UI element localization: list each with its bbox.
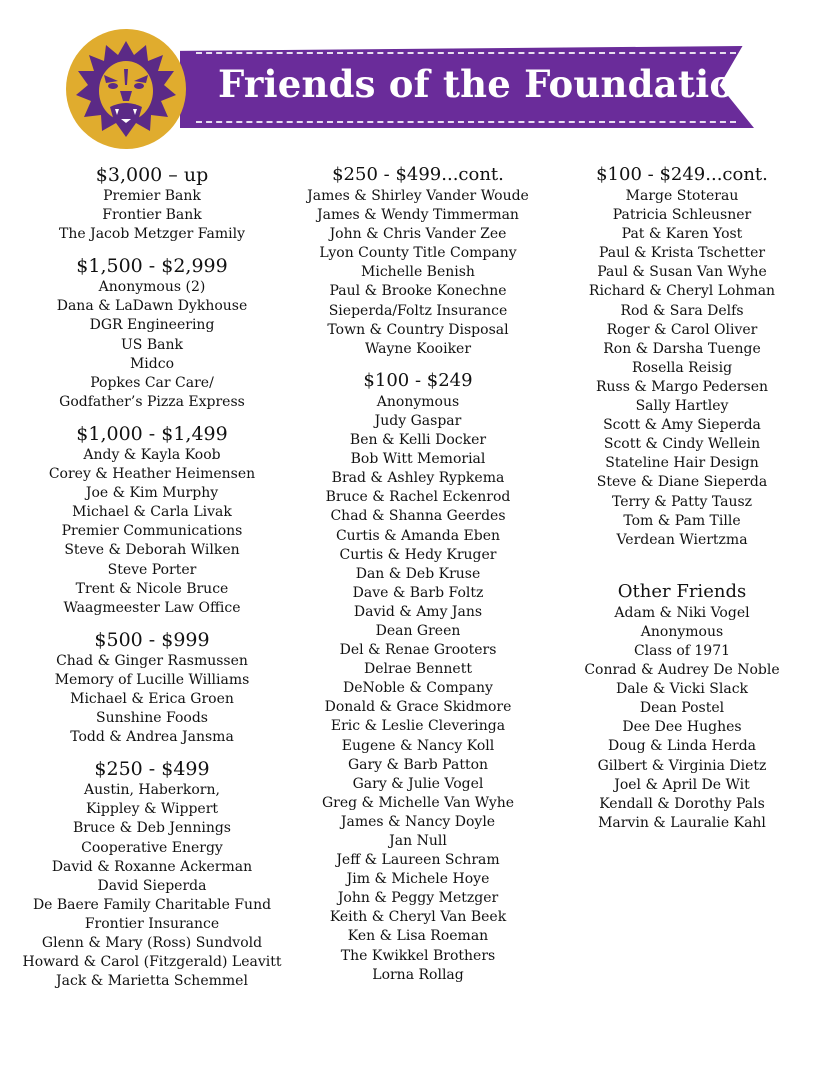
donor-name: Paul & Krista Tschetter (598, 245, 766, 262)
donor-name: Doug & Linda Herda (607, 738, 757, 755)
donor-name: Dean Postel (639, 700, 725, 717)
donor-name: Howard & Carol (Fitzgerald) Leavitt (22, 954, 282, 971)
donor-name: Andy & Kayla Koob (83, 446, 221, 463)
donor-name: Michael & Erica Groen (70, 690, 234, 707)
donor-name: Bruce & Rachel Eckenrod (325, 489, 511, 506)
donor-name: Lyon County Title Company (319, 245, 517, 262)
tier-heading: $1,500 - $2,999 (76, 255, 228, 278)
donor-name: Memory of Lucille Williams (54, 671, 250, 688)
donor-name: Michelle Benish (361, 264, 475, 281)
donor-name: Scott & Cindy Wellein (603, 436, 761, 453)
donor-name: Curtis & Amanda Eben (335, 527, 501, 544)
tier-heading: Other Friends (617, 580, 747, 602)
donor-name: Dan & Deb Kruse (355, 565, 481, 582)
donor-name: Chad & Shanna Geerdes (330, 508, 506, 525)
tier-heading: $3,000 – up (95, 164, 209, 186)
donor-name: Ron & Darsha Tuenge (603, 340, 761, 357)
donor-name: John & Peggy Metzger (337, 890, 499, 907)
donor-name: Austin, Haberkorn, (84, 782, 220, 799)
tier-heading: $250 - $499...cont. (332, 164, 504, 185)
donor-name: Popkes Car Care/ (90, 374, 214, 391)
donor-name: Rod & Sara Delfs (620, 302, 744, 319)
donor-name: Sunshine Foods (95, 710, 208, 727)
donor-name: Paul & Brooke Konechne (329, 283, 507, 300)
donor-name: James & Wendy Timmerman (317, 207, 519, 224)
donor-name: Anonymous (640, 623, 724, 640)
donor-name: John & Chris Vander Zee (329, 226, 507, 243)
donor-name: David & Amy Jans (353, 603, 483, 620)
donor-name: Steve & Deborah Wilken (64, 542, 240, 559)
donor-name: David Sieperda (97, 877, 207, 894)
donor-name: Dee Dee Hughes (622, 719, 742, 736)
donor-name: The Jacob Metzger Family (59, 226, 245, 243)
donor-name: De Baere Family Charitable Fund (32, 896, 272, 913)
donor-name: Kendall & Dorothy Pals (599, 795, 765, 812)
tier-heading: $100 - $249 (363, 369, 473, 391)
donor-column-3 (553, 163, 811, 843)
donor-name: Tom & Pam Tille (623, 512, 741, 529)
donor-name: Dean Green (375, 622, 461, 639)
donor-name: Wayne Kooiker (364, 340, 472, 357)
lion-mascot-icon (66, 29, 186, 149)
donor-name: Waagmeester Law Office (63, 599, 241, 616)
donor-name: Sieperda/Foltz Insurance (328, 302, 508, 319)
donor-name: Pat & Karen Yost (621, 226, 743, 243)
donor-name: Curtis & Hedy Kruger (339, 546, 497, 563)
donor-column-2 (288, 163, 548, 995)
donor-name: DeNoble & Company (343, 680, 493, 697)
donor-name: Stateline Hair Design (605, 455, 759, 472)
tier-heading: $250 - $499 (94, 758, 210, 781)
donor-name: Trent & Nicole Bruce (75, 580, 229, 597)
donor-name: Steve Porter (107, 561, 197, 578)
tier-1500-2999 (22, 254, 282, 412)
donor-name: Patricia Schleusner (612, 207, 752, 224)
tier-100-249-cont (553, 163, 811, 550)
donor-name: Joel & April De Wit (614, 776, 750, 793)
donor-name: Anonymous (376, 393, 460, 410)
donor-name: Eric & Leslie Cleveringa (330, 718, 506, 735)
donor-name: Frontier Insurance (84, 915, 220, 932)
donor-name: Donald & Grace Skidmore (324, 699, 512, 716)
donor-name: Conrad & Audrey De Noble (584, 662, 780, 679)
donor-name: Bruce & Deb Jennings (73, 820, 231, 837)
donor-name: Verdean Wiertzma (616, 531, 748, 548)
donor-name: Scott & Amy Sieperda (603, 417, 761, 434)
donor-name: Town & Country Disposal (327, 321, 509, 338)
donor-name: Adam & Niki Vogel (614, 604, 750, 621)
donor-name: Ben & Kelli Docker (349, 432, 487, 449)
donor-name: Joe & Kim Murphy (85, 485, 219, 502)
donor-name: James & Nancy Doyle (340, 813, 496, 830)
donor-name: Gary & Julie Vogel (352, 775, 484, 792)
donor-name: James & Shirley Vander Woude (307, 188, 529, 204)
donor-name: Dave & Barb Foltz (352, 584, 484, 601)
donor-name: Kippley & Wippert (85, 801, 219, 818)
donor-name: Jeff & Laureen Schram (336, 852, 500, 869)
donor-name: Eugene & Nancy Koll (341, 737, 495, 754)
tier-250-499 (22, 757, 282, 991)
donor-name: Sally Hartley (635, 398, 729, 415)
donor-name: Bob Witt Memorial (350, 451, 486, 468)
donor-name: Class of 1971 (633, 642, 731, 659)
donor-name: Todd & Andrea Jansma (70, 729, 234, 746)
donor-name: Dale & Vicki Slack (615, 681, 749, 698)
donor-name: Chad & Ginger Rasmussen (56, 652, 248, 669)
donor-name: Premier Communications (61, 523, 243, 540)
donor-name: Midco (129, 355, 175, 372)
donor-name: Brad & Ashley Rypkema (331, 470, 505, 487)
donor-name: Marvin & Lauralie Kahl (598, 814, 766, 831)
banner-top-stitch (196, 52, 736, 54)
donor-name: Richard & Cheryl Lohman (588, 283, 776, 300)
donor-name: Judy Gaspar (374, 412, 462, 429)
tier-heading: $100 - $249...cont. (596, 164, 768, 185)
donor-name: Terry & Patty Tausz (611, 493, 753, 510)
donor-name: Premier Bank (103, 188, 201, 204)
donor-name: Gilbert & Virginia Dietz (597, 757, 767, 774)
donor-name: Jan Null (389, 833, 447, 849)
donor-name: Rosella Reisig (631, 359, 733, 376)
donor-name: Jim & Michele Hoye (346, 871, 490, 888)
tier-100-249 (288, 369, 548, 985)
donor-name: Cooperative Energy (81, 839, 223, 856)
donor-name: Jack & Marietta Schemmel (56, 973, 248, 990)
donor-name: US Bank (121, 336, 183, 353)
donor-name: Delrae Bennett (364, 661, 472, 678)
tier-other-friends (553, 580, 811, 833)
donor-name: Del & Renae Grooters (339, 642, 497, 659)
donor-name: Corey & Heather Heimensen (48, 466, 256, 483)
donor-name: Paul & Susan Van Wyhe (597, 264, 767, 281)
donor-name: The Kwikkel Brothers (340, 947, 496, 964)
donor-name: Marge Stoterau (625, 188, 739, 204)
donor-name: Ken & Lisa Roeman (347, 928, 489, 945)
tier-250-499-cont (288, 163, 548, 359)
tier-500-999 (22, 628, 282, 747)
donor-name: Keith & Cheryl Van Beek (329, 909, 507, 926)
tier-heading: $500 - $999 (94, 628, 210, 651)
donor-column-1 (22, 163, 282, 1001)
tier-heading: $1,000 - $1,499 (76, 422, 228, 445)
donor-name: Gary & Barb Patton (347, 756, 489, 773)
donor-name: Dana & LaDawn Dykhouse (56, 298, 248, 315)
donor-name: Glenn & Mary (Ross) Sundvold (41, 935, 263, 951)
donor-name: DGR Engineering (89, 317, 215, 334)
donor-name: Russ & Margo Pedersen (595, 378, 768, 395)
donor-name: Roger & Carol Oliver (606, 321, 758, 338)
donor-name: Frontier Bank (102, 207, 202, 224)
donor-name: Anonymous (2) (98, 279, 206, 296)
donor-name: David & Roxanne Ackerman (51, 858, 253, 875)
page-title: Friends of the Foundation (218, 62, 762, 106)
donor-name: Godfather’s Pizza Express (59, 393, 245, 410)
donor-name: Steve & Diane Sieperda (596, 474, 768, 491)
tier-1000-1499 (22, 422, 282, 618)
tier-3000-up (22, 163, 282, 244)
banner-bottom-stitch (196, 121, 736, 123)
donor-name: Michael & Carla Livak (72, 504, 232, 521)
donor-name: Lorna Rollag (372, 966, 464, 983)
donor-name: Greg & Michelle Van Wyhe (321, 794, 515, 811)
